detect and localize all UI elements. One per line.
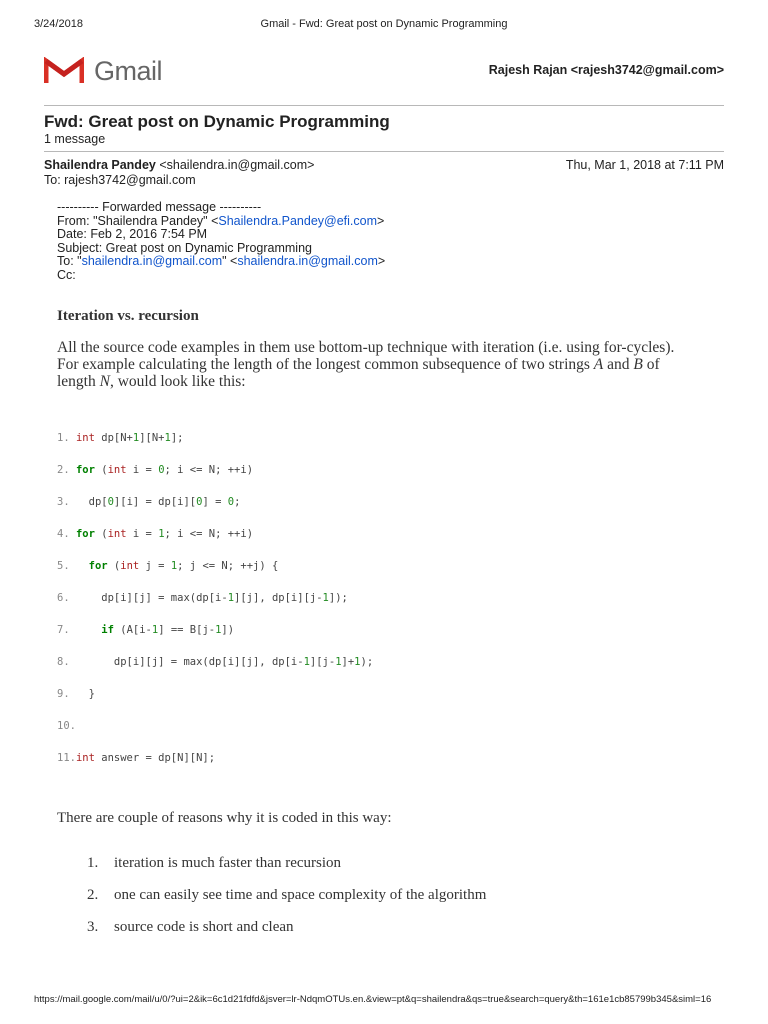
list-item: 1. iteration is much faster than recursion bbox=[87, 855, 342, 871]
thread-divider bbox=[44, 151, 724, 152]
message-date: Thu, Mar 1, 2018 at 7:11 PM bbox=[565, 158, 724, 172]
forward-to-email-link[interactable]: shailendra.in@gmail.com bbox=[237, 254, 378, 269]
code-line: 3. dp[0][i] = dp[i][0] = 0; bbox=[57, 496, 241, 508]
message-sender bbox=[44, 158, 314, 172]
gmail-logo-text: Gmail bbox=[94, 56, 163, 86]
forward-date: Date: Feb 2, 2016 7:54 PM bbox=[57, 227, 208, 242]
section-heading: Iteration vs. recursion bbox=[57, 308, 199, 324]
forwarded-header bbox=[57, 201, 385, 283]
code-line: 4. for (int i = 1; i <= N; ++i) bbox=[57, 528, 254, 540]
code-line: 11.int answer = dp[N][N]; bbox=[57, 752, 216, 764]
code-line: 2. for (int i = 0; i <= N; ++i) bbox=[57, 464, 254, 476]
list-item: 3. source code is short and clean bbox=[87, 919, 294, 935]
code-line: 9. } bbox=[57, 688, 95, 700]
forward-to-link[interactable]: shailendra.in@gmail.com bbox=[81, 254, 223, 269]
code-line: 5. for (int j = 1; j <= N; ++j) { bbox=[57, 560, 279, 572]
account-label: Rajesh Rajan <rajesh3742@gmail.com> bbox=[488, 63, 724, 77]
code-line: 1. int dp[N+1][N+1]; bbox=[57, 432, 184, 444]
reasons-intro: There are couple of reasons why it is coded in this way: bbox=[57, 810, 392, 826]
sender-email: <shailendra.in@gmail.com> bbox=[159, 158, 315, 172]
message-recipient: To: rajesh3742@gmail.com bbox=[44, 173, 196, 187]
intro-paragraph: All the source code examples in them use bottom-up technique with iteration (i.e. using for-cycles). For example calculating the length of the longest common subsequence of two strings A and B of length N, would look like this: bbox=[57, 339, 675, 390]
page-url: https://mail.google.com/mail/u/0/?ui=2&ik=6c1d21fdfd&jsver=lr-NdqmOTUs.en.&view=pt&q=shailendra&qs=true&search=query&th=161e1cb85799b345&siml=16 bbox=[34, 994, 712, 1005]
forward-from-link[interactable]: Shailendra.Pandey@efi.com bbox=[218, 213, 378, 228]
list-item: 2. one can easily see time and space complexity of the algorithm bbox=[87, 887, 487, 903]
message-count: 1 message bbox=[44, 132, 106, 146]
header-divider bbox=[44, 105, 724, 106]
print-title: Gmail - Fwd: Great post on Dynamic Programming bbox=[260, 18, 508, 30]
forward-from: From: "Shailendra Pandey" <Shailendra.Pandey@efi.com> bbox=[57, 213, 385, 228]
forward-to: To: "shailendra.in@gmail.com" <shailendra.in@gmail.com> bbox=[57, 254, 386, 269]
code-line: 10. bbox=[57, 720, 76, 732]
code-line: 7. if (A[i-1] == B[j-1]) bbox=[57, 624, 235, 636]
forward-cc: Cc: bbox=[57, 267, 76, 282]
thread-subject: Fwd: Great post on Dynamic Programming bbox=[44, 112, 390, 131]
print-date: 3/24/2018 bbox=[34, 18, 83, 30]
gmail-logo[interactable] bbox=[44, 55, 174, 87]
sender-name: Shailendra Pandey bbox=[44, 158, 156, 172]
code-line: 6. dp[i][j] = max(dp[i-1][j], dp[i][j-1]); bbox=[57, 592, 348, 604]
code-line: 8. dp[i][j] = max(dp[i][j], dp[i-1][j-1]+1); bbox=[57, 656, 374, 668]
forward-subject: Subject: Great post on Dynamic Programming bbox=[57, 240, 312, 255]
gmail-m-icon bbox=[44, 57, 84, 85]
forward-separator: ---------- Forwarded message ---------- bbox=[57, 200, 262, 214]
